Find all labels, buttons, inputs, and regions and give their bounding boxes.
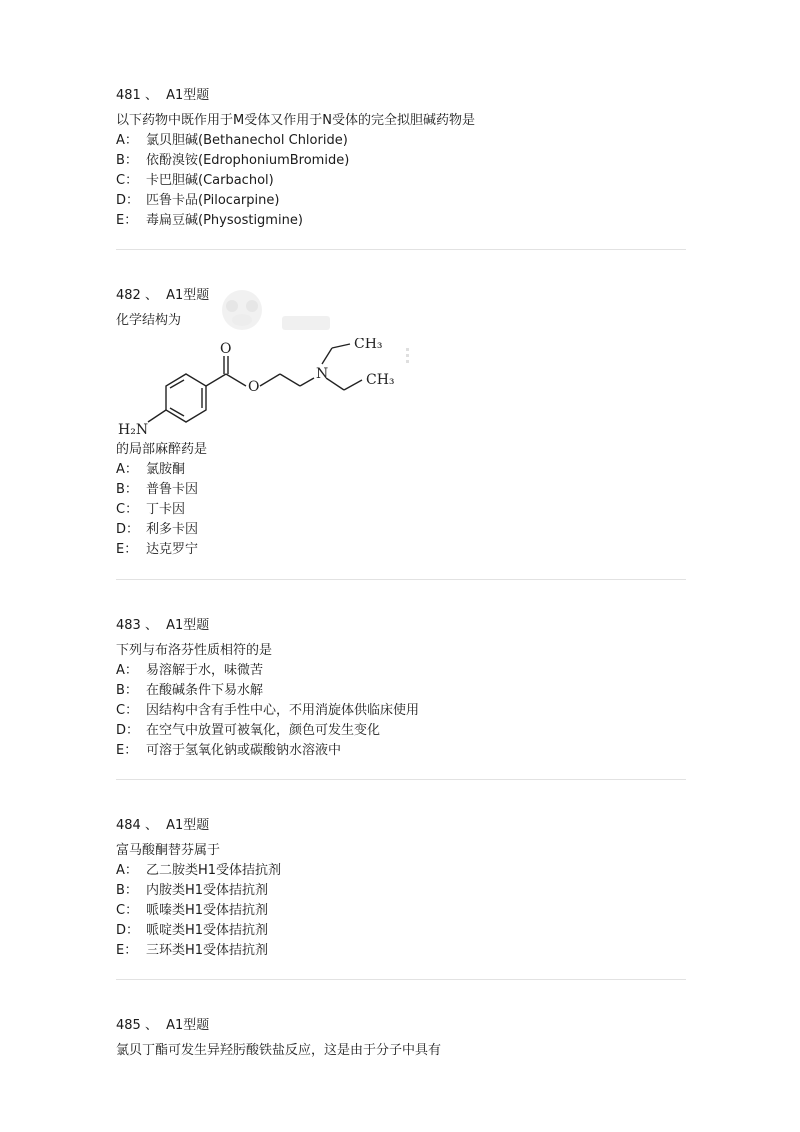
option-text: 卡巴胆碱(Carbachol) <box>146 173 274 188</box>
question-header <box>116 816 686 836</box>
chemical-structure-diagram <box>118 338 418 442</box>
question-type: A1型题 <box>166 1018 210 1033</box>
ring-double-bond <box>170 408 184 416</box>
option-text: 在酸碱条件下易水解 <box>146 683 264 698</box>
question-header <box>116 616 686 636</box>
option-c[interactable] <box>116 171 686 191</box>
question-type: A1型题 <box>166 88 210 103</box>
option-c[interactable] <box>116 901 686 921</box>
option-text: 哌啶类H1受体拮抗剂 <box>146 923 269 938</box>
amine-label: H₂N <box>118 422 149 438</box>
question-number: 484 <box>116 818 141 833</box>
option-a[interactable] <box>116 460 686 480</box>
question-483 <box>116 616 686 761</box>
question-485 <box>116 1016 686 1061</box>
option-text: 因结构中含有手性中心，不用消旋体供临床使用 <box>146 703 420 718</box>
question-header <box>116 1016 686 1036</box>
option-text: 氯胺酮 <box>146 462 186 477</box>
option-a[interactable] <box>116 131 686 151</box>
option-key: A： <box>116 133 138 148</box>
oxygen-atom-label: O <box>220 341 232 357</box>
option-text: 利多卡因 <box>146 522 199 537</box>
question-type: A1型题 <box>166 618 210 633</box>
question-number: 485 <box>116 1018 141 1033</box>
question-separator: 、 <box>144 818 158 833</box>
option-c[interactable] <box>116 500 686 520</box>
chain-bond <box>260 374 280 386</box>
chain-bond <box>280 374 300 386</box>
option-text: 依酚溴铵(EdrophoniumBromide) <box>146 153 350 168</box>
question-484 <box>116 816 686 961</box>
option-key: A： <box>116 663 138 678</box>
option-key: D： <box>116 923 140 938</box>
option-key: E： <box>116 743 138 758</box>
option-key: E： <box>116 943 138 958</box>
ethyl-bond <box>332 344 350 348</box>
chain-bond <box>300 378 314 386</box>
option-b[interactable] <box>116 480 686 500</box>
option-key: A： <box>116 863 138 878</box>
option-e[interactable] <box>116 211 686 231</box>
ring-double-bond <box>170 380 184 388</box>
option-b[interactable] <box>116 151 686 171</box>
option-text: 哌嗪类H1受体拮抗剂 <box>146 903 269 918</box>
divider <box>116 779 686 780</box>
option-d[interactable] <box>116 921 686 941</box>
option-key: C： <box>116 173 139 188</box>
nitrogen-atom-label: N <box>316 366 329 382</box>
methyl-label: CH₃ <box>366 372 395 388</box>
option-text: 易溶解于水，味微苦 <box>146 663 264 678</box>
option-key: D： <box>116 193 140 208</box>
option-text: 在空气中放置可被氧化，颜色可发生变化 <box>146 723 381 738</box>
question-stem: 以下药物中既作用于M受体又作用于N受体的完全拟胆碱药物是 <box>116 113 475 128</box>
question-481 <box>116 86 686 231</box>
option-text: 乙二胺类H1受体拮抗剂 <box>146 863 282 878</box>
methyl-label: CH₃ <box>354 338 383 352</box>
question-stem: 化学结构为 <box>116 313 182 328</box>
option-e[interactable] <box>116 941 686 961</box>
question-482-continued <box>116 440 686 560</box>
option-text: 普鲁卡因 <box>146 482 199 497</box>
ethyl-bond <box>326 378 344 390</box>
option-key: C： <box>116 903 139 918</box>
divider <box>116 249 686 250</box>
option-key: E： <box>116 213 138 228</box>
question-separator: 、 <box>144 288 158 303</box>
option-key: A： <box>116 462 138 477</box>
option-key: B： <box>116 683 138 698</box>
ethyl-bond <box>344 380 362 390</box>
amine-bond <box>148 410 166 422</box>
option-text: 毒扁豆碱(Physostigmine) <box>146 213 303 228</box>
question-stem: 下列与布洛芬性质相符的是 <box>116 643 273 658</box>
option-text: 氯贝胆碱(Bethanechol Chloride) <box>146 133 348 148</box>
option-text: 匹鲁卡品(Pilocarpine) <box>146 193 280 208</box>
option-a[interactable] <box>116 861 686 881</box>
question-number: 481 <box>116 88 141 103</box>
option-key: C： <box>116 502 139 517</box>
option-key: B： <box>116 153 138 168</box>
option-text: 可溶于氢氧化钠或碳酸钠水溶液中 <box>146 743 342 758</box>
option-key: D： <box>116 522 140 537</box>
option-a[interactable] <box>116 661 686 681</box>
option-text: 三环类H1受体拮抗剂 <box>146 943 269 958</box>
question-stem: 富马酸酮替芬属于 <box>116 843 221 858</box>
option-d[interactable] <box>116 520 686 540</box>
option-key: C： <box>116 703 139 718</box>
option-key: B： <box>116 883 138 898</box>
divider <box>116 979 686 980</box>
option-d[interactable] <box>116 191 686 211</box>
question-type: A1型题 <box>166 818 210 833</box>
question-stem: 氯贝丁酯可发生异羟肟酸铁盐反应，这是由于分子中具有 <box>116 1043 442 1058</box>
option-e[interactable] <box>116 540 686 560</box>
option-key: D： <box>116 723 140 738</box>
ethyl-bond <box>322 348 332 364</box>
option-b[interactable] <box>116 681 686 701</box>
option-b[interactable] <box>116 881 686 901</box>
option-d[interactable] <box>116 721 686 741</box>
divider <box>116 579 686 580</box>
benzene-ring <box>166 374 206 422</box>
question-separator: 、 <box>144 618 158 633</box>
question-header <box>116 86 686 106</box>
option-key: B： <box>116 482 138 497</box>
question-number: 483 <box>116 618 141 633</box>
option-c[interactable] <box>116 701 686 721</box>
option-key: E： <box>116 542 138 557</box>
option-text: 内胺类H1受体拮抗剂 <box>146 883 269 898</box>
question-separator: 、 <box>144 1018 158 1033</box>
question-separator: 、 <box>144 88 158 103</box>
question-stem-continued: 的局部麻醉药是 <box>116 442 208 457</box>
question-type: A1型题 <box>166 288 210 303</box>
option-e[interactable] <box>116 741 686 761</box>
carbonyl-bond <box>206 374 226 386</box>
ester-bond <box>226 374 246 386</box>
option-text: 达克罗宁 <box>146 542 199 557</box>
oxygen-atom-label: O <box>248 379 260 395</box>
option-text: 丁卡因 <box>146 502 186 517</box>
question-number: 482 <box>116 288 141 303</box>
